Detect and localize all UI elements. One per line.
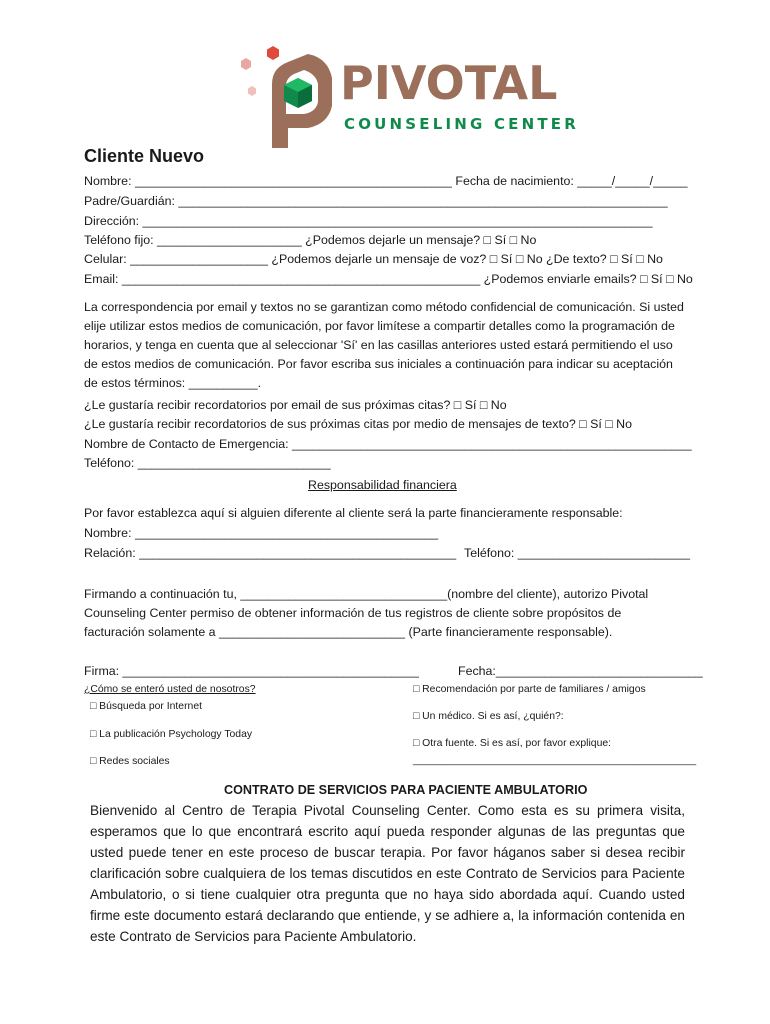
nombre-field[interactable]: Nombre: ______________________________________________ Fecha de nacimiento: _____/_____/_____ [84, 174, 688, 188]
logo-mark-icon [236, 44, 340, 152]
referencia-question: ¿Cómo se enteró usted de nosotros? [84, 684, 256, 695]
recordatorios-email-question[interactable]: ¿Le gustaría recibir recordatorios por email de sus próximas citas? □ Sí □ No [84, 398, 507, 412]
referencia-internet-option[interactable]: □ Búsqueda por Internet [90, 701, 202, 712]
correspondencia-paragraph: La correspondencia por email y textos no se garantizan como método confidencial de comunicación. Si usted elije utilizar estos medios de comunicación, por favor limítese a compartir detalles como la programación de horarios, y tenga en cuenta que al seleccionar 'Sí' en las casillas anteriores usted estará permitiendo el uso de estos medios de comunicación. Por favor escriba sus iniciales a continuación para indicar su aceptación de estos términos: __________. [84, 300, 684, 390]
logo-name: PIVOTAL [340, 56, 558, 110]
autorizacion-paragraph: Firmando a continuación tu, ______________________________(nombre del cliente), autorizo Pivotal Counseling Center permiso de obtener información de tus registros de cliente sobre propósitos de facturación solamente a ___________________________ (Parte financieramente responsable). [84, 587, 649, 639]
logo-subtitle: COUNSELING CENTER [344, 115, 580, 133]
contacto-emergencia-field[interactable]: Nombre de Contacto de Emergencia: __________________________________________________________ [84, 437, 692, 451]
recordatorios-texto-question[interactable]: ¿Le gustaría recibir recordatorios de sus próximas citas por medio de mensajes de texto? □ Sí □ No [84, 417, 633, 431]
financiera-nombre-field[interactable]: Nombre: ____________________________________________ [84, 526, 439, 540]
contrato-body: Bienvenido al Centro de Terapia Pivotal Counseling Center. Como esta es su primera visita, esperamos que lo que encontrará escrito aquí pueda responder algunas de las preguntas que usted puede tener en este proceso de buscar terapia. Por favor háganos saber si desea recibir clarificación sobre cualquiera de los temas discutidos en este Contrato de Servicios para Paciente Ambulatorio, o si tiene cualquier otra pregunta que no haya sido abordada aquí. Cuando usted firme este documento estará declarando que entiende, y se adhiere a, la información contenida en este Contrato de Servicios para Paciente Ambulatorio. [90, 803, 685, 944]
financiera-intro: Por favor establezca aquí si alguien diferente al cliente será la parte financieramente responsable: [84, 506, 623, 520]
financiera-telefono-field[interactable]: Teléfono: _________________________ [464, 546, 691, 560]
contrato-heading: CONTRATO DE SERVICIOS PARA PACIENTE AMBULATORIO [224, 783, 588, 797]
referencia-medico-option[interactable]: □ Un médico. Si es así, ¿quién?: [413, 711, 564, 722]
financiera-relacion-field[interactable]: Relación: ______________________________________________ [84, 546, 457, 560]
padre-field[interactable]: Padre/Guardián: _______________________________________________________________________ [84, 194, 668, 208]
financiera-heading: Responsabilidad financiera [308, 478, 457, 492]
referencia-psychology-today-option[interactable]: □ La publicación Psychology Today [90, 729, 253, 740]
fecha-field[interactable]: Fecha:______________________________ [458, 664, 703, 678]
referencia-otra-line[interactable]: _________________________________________________ [413, 755, 697, 766]
referencia-familiares-option[interactable]: □ Recomendación por parte de familiares / amigos [413, 684, 646, 695]
referencia-redes-sociales-option[interactable]: □ Redes sociales [90, 756, 170, 767]
celular-field[interactable]: Celular: ____________________ ¿Podemos dejarle un mensaje de voz? □ Sí □ No ¿De texto? □ Sí □ No [84, 252, 663, 266]
firma-field[interactable]: Firma: ___________________________________________ [84, 664, 419, 678]
direccion-field[interactable]: Dirección: __________________________________________________________________________ [84, 214, 653, 228]
referencia-otra-option[interactable]: □ Otra fuente. Si es así, por favor explique: [413, 738, 612, 749]
page-title: Cliente Nuevo [84, 146, 205, 166]
telefono-fijo-field[interactable]: Teléfono fijo: _____________________ ¿Podemos dejarle un mensaje? □ Sí □ No [84, 233, 537, 247]
telefono-emergencia-field[interactable]: Teléfono: ____________________________ [84, 456, 331, 470]
email-field[interactable]: Email: ____________________________________________________ ¿Podemos enviarle emails? □ Sí □ No [84, 272, 693, 286]
